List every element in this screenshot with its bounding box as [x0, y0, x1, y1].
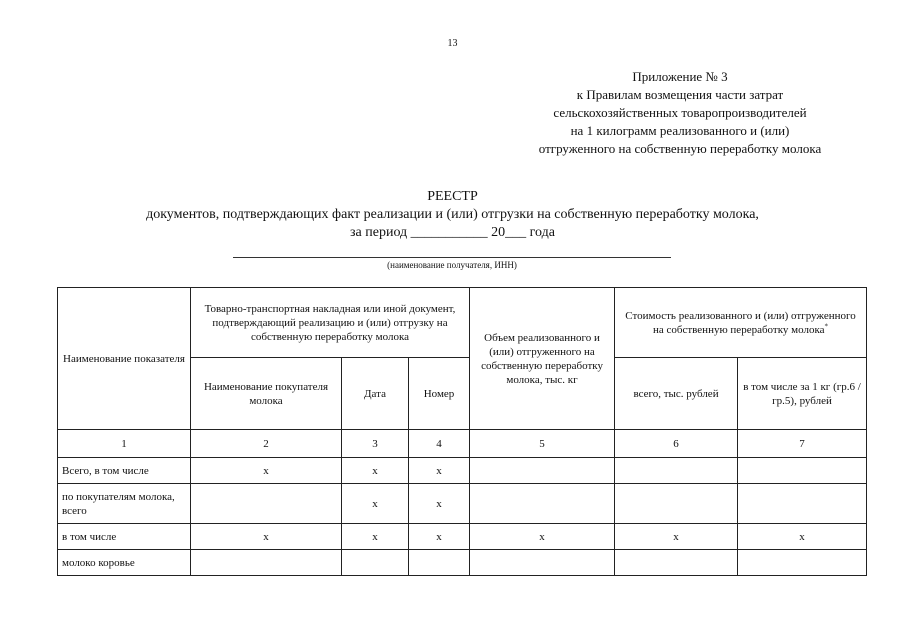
table-cell: x — [409, 524, 470, 550]
column-number: 1 — [58, 430, 191, 458]
table-cell — [615, 458, 738, 484]
column-number: 5 — [470, 430, 615, 458]
table-cell: x — [470, 524, 615, 550]
table-cell: x — [191, 458, 342, 484]
recipient-line — [233, 257, 671, 258]
column-number: 6 — [615, 430, 738, 458]
page-number: 13 — [447, 38, 458, 49]
table-cell: x — [738, 524, 867, 550]
table-cell: x — [615, 524, 738, 550]
row-label: по покупателям молока, всего — [58, 484, 191, 524]
header-cost-group — [615, 288, 867, 358]
table-cell: x — [409, 484, 470, 524]
header-waybill-group: Товарно-транспортная накладная или иной документ, подтверждающий реализацию и (или) отгрузку на собственную переработку молока — [191, 288, 470, 358]
column-number: 3 — [342, 430, 409, 458]
table-cell: x — [342, 524, 409, 550]
table-cell — [615, 550, 738, 576]
appendix-line: на 1 килограмм реализованного и (или) — [570, 123, 790, 138]
column-number: 2 — [191, 430, 342, 458]
register-period: за период ___________ 20___ года — [350, 225, 555, 240]
header-per-kg: в том числе за 1 кг (гр.6 / гр.5), рублей — [738, 358, 867, 430]
registry-table — [57, 287, 867, 576]
table-cell — [738, 458, 867, 484]
register-title — [0, 188, 905, 242]
register-subtitle: документов, подтверждающих факт реализации и (или) отгрузки на собственную переработку молока, — [146, 207, 759, 222]
table-cell: x — [342, 484, 409, 524]
column-numbers-row — [58, 430, 867, 458]
header-indicator: Наименование показателя — [58, 288, 191, 430]
row-label: молоко коровье — [58, 550, 191, 576]
column-number: 4 — [409, 430, 470, 458]
row-label: Всего, в том числе — [58, 458, 191, 484]
table-cell — [191, 484, 342, 524]
appendix-line: к Правилам возмещения части затрат — [576, 87, 784, 102]
header-cost-group-text: Стоимость реализованного и (или) отгруженного на собственную переработку молока — [625, 309, 856, 336]
table-cell — [470, 458, 615, 484]
table-cell — [738, 484, 867, 524]
table-cell: x — [409, 458, 470, 484]
table-cell — [615, 484, 738, 524]
appendix-block — [510, 68, 850, 158]
table-cell — [470, 484, 615, 524]
table-cell — [342, 550, 409, 576]
appendix-line: Приложение № 3 — [632, 69, 728, 84]
header-row — [58, 288, 867, 358]
table-cell — [191, 550, 342, 576]
table-cell — [470, 550, 615, 576]
table-row — [58, 550, 867, 576]
table-row — [58, 484, 867, 524]
recipient-caption: (наименование получателя, ИНН) — [387, 260, 517, 270]
header-number: Номер — [409, 358, 470, 430]
appendix-line: отгруженного на собственную переработку молока — [538, 141, 822, 156]
table-cell — [738, 550, 867, 576]
header-buyer-name: Наименование покупателя молока — [191, 358, 342, 430]
appendix-line: сельскохозяйственных товаропроизводителей — [553, 105, 807, 120]
register-heading: РЕЕСТР — [427, 189, 478, 204]
header-volume: Объем реализованного и (или) отгруженного на собственную переработку молока, тыс. кг — [470, 288, 615, 430]
table-cell — [409, 550, 470, 576]
column-number: 7 — [738, 430, 867, 458]
table-row — [58, 458, 867, 484]
header-total: всего, тыс. рублей — [615, 358, 738, 430]
table-row — [58, 524, 867, 550]
table-cell: x — [342, 458, 409, 484]
footnote-mark: * — [824, 321, 829, 330]
table-cell: x — [191, 524, 342, 550]
header-date: Дата — [342, 358, 409, 430]
row-label: в том числе — [58, 524, 191, 550]
